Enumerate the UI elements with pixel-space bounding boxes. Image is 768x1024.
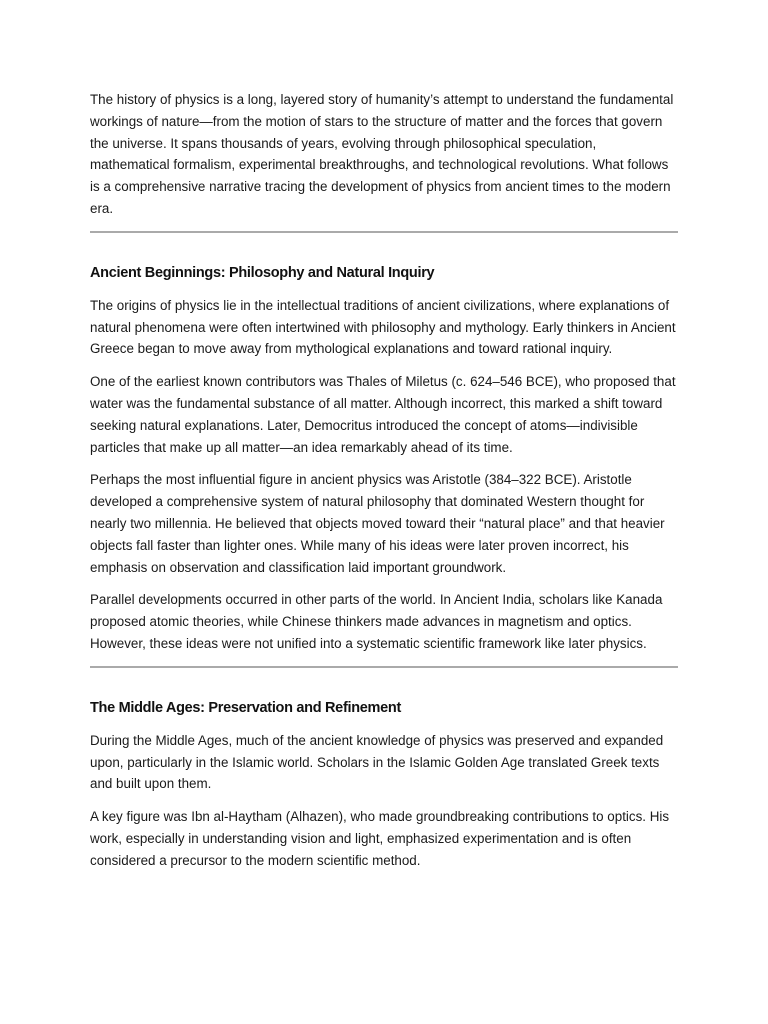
document-page — [90, 89, 678, 883]
section-divider — [90, 231, 678, 233]
middle-ages-paragraph-2: A key figure was Ibn al-Haytham (Alhazen), who made groundbreaking contributions to optics. His work, especially in understanding vision and light, emphasized experimentation and is often considered a precursor to the modern scientific method. — [90, 809, 670, 868]
section-divider — [90, 666, 678, 668]
ancient-paragraph-1: The origins of physics lie in the intellectual traditions of ancient civilizations, where explanations of natural phenomena were often intertwined with philosophy and mythology. Early thinkers in Ancient Greece began to move away from mythological explanations and toward rational inquiry. — [90, 297, 676, 357]
ancient-paragraph-2: One of the earliest known contributors was Thales of Miletus (c. 624–546 BCE), who proposed that water was the fundamental substance of all matter. Although incorrect, this marked a shift toward seeking natural explanations. Later, Democritus introduced the concept of atoms—indivisible particles that make up all matter—an idea remarkably ahead of its time. — [90, 374, 676, 455]
middle-ages-paragraph-1: During the Middle Ages, much of the ancient knowledge of physics was preserved and expanded upon, particularly in the Islamic world. Scholars in the Islamic Golden Age translated Greek texts and built upon them. — [90, 732, 664, 792]
section-heading-middle-ages: The Middle Ages: Preservation and Refinement — [90, 699, 401, 716]
section-heading-ancient: Ancient Beginnings: Philosophy and Natural Inquiry — [90, 264, 435, 281]
ancient-paragraph-3: Perhaps the most influential figure in ancient physics was Aristotle (384–322 BCE). Aristotle developed a comprehensive system of natural philosophy that dominated Western thought for nearly two millennia. He believed that objects moved toward their “natural place” and that heavier objects fall faster than lighter ones. While many of his ideas were later proven incorrect, his emphasis on observation and classification laid important groundwork. — [90, 472, 665, 575]
intro-paragraph: The history of physics is a long, layered story of humanity’s attempt to understand the fundamental workings of nature—from the motion of stars to the structure of matter and the forces that govern the universe. It spans thousands of years, evolving through philosophical speculation, mathematical formalism, experimental breakthroughs, and technological revolutions. What follows is a comprehensive narrative tracing the development of physics from ancient times to the modern era. — [90, 92, 674, 216]
ancient-paragraph-4: Parallel developments occurred in other parts of the world. In Ancient India, scholars like Kanada proposed atomic theories, while Chinese thinkers made advances in magnetism and optics. However, these ideas were not unified into a systematic scientific framework like later physics. — [90, 592, 663, 651]
